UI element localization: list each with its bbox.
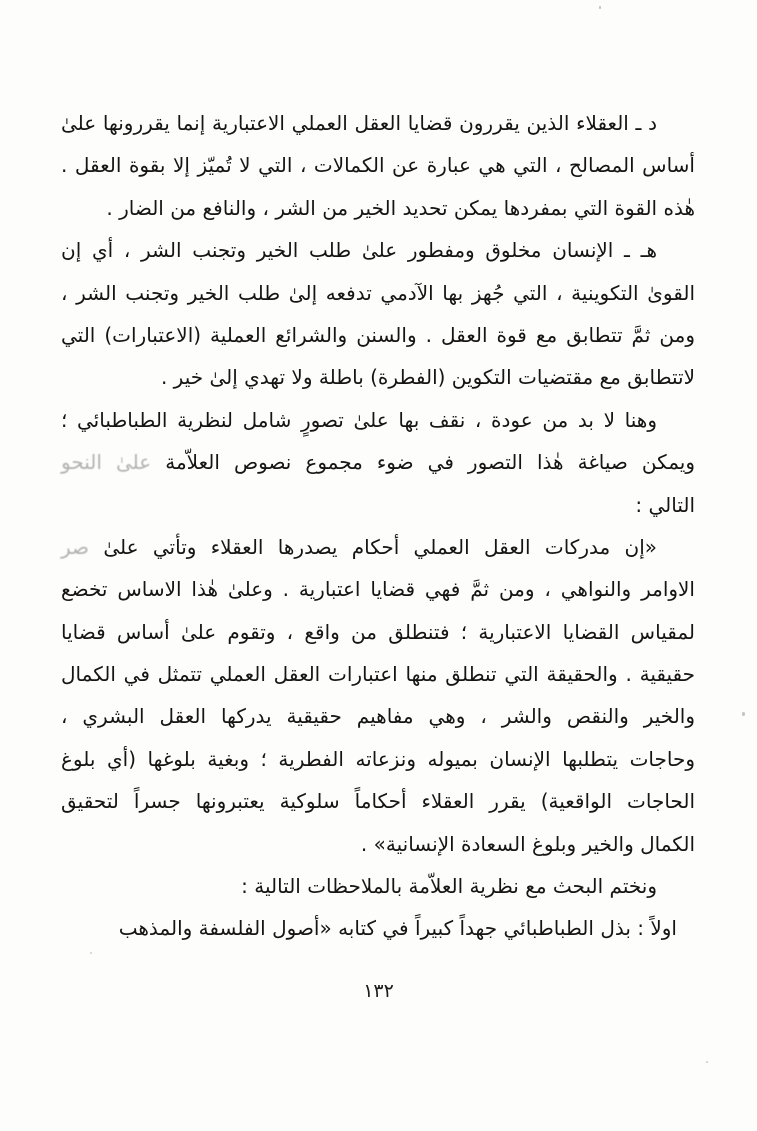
- text-line: [61, 526, 695, 568]
- text-line: [61, 653, 695, 695]
- text-line: [61, 187, 695, 229]
- faded-print-fragment: صر: [61, 534, 104, 559]
- text-line: [61, 568, 695, 610]
- line-text: الحاجات الواقعية) يقرر العقلاء أحكاماً سلوكية يعتبرونها جسراً لتحقيق: [61, 789, 695, 814]
- line-text: حقيقية . والحقيقة التي تنطلق منها اعتبارات العقل العملي تتمثل في الكمال: [61, 662, 695, 687]
- text-line: [61, 907, 695, 949]
- line-text: ويمكن صياغة هٰذا التصور في ضوء مجموع نصوص العلاّمة: [165, 450, 695, 475]
- text-line: [61, 314, 695, 356]
- text-line: [61, 441, 695, 483]
- line-text: الكمال والخير وبلوغ السعادة الإنسانية» .: [360, 831, 695, 856]
- body-text: [61, 102, 695, 950]
- line-text: وحاجات يتطلبها الإنسان بميوله ونزعاته الفطرية ؛ وبغية بلوغها (أي بلوغ: [61, 746, 695, 771]
- line-text: هـ ـ الإنسان مخلوق ومفطور علىٰ طلب الخير وتجنب الشر ، أي إن: [61, 238, 657, 263]
- line-text: الاوامر والنواهي ، ومن ثمَّ فهي قضايا اعتبارية . وعلىٰ هٰذا الاساس تخضع: [61, 577, 695, 602]
- text-line: [61, 780, 695, 822]
- line-text: ومن ثمَّ تتطابق مع قوة العقل . والسنن والشرائع العملية (الاعتبارات) التي: [61, 322, 695, 347]
- text-line: [61, 484, 695, 526]
- line-text: القوىٰ التكوينية ، التي جُهز بها الآدمي تدفعه إلىٰ طلب الخير وتجنب الشر ،: [61, 280, 695, 305]
- text-line: [61, 611, 695, 653]
- line-text: أساس المصالح ، التي هي عبارة عن الكمالات ، التي لا تُميّز إلا بقوة العقل .: [61, 153, 695, 178]
- line-text: التالي :: [635, 492, 695, 517]
- faded-print-fragment: علىٰ النحو: [61, 450, 166, 475]
- line-text: اولاً : بذل الطباطبائي جهداً كبيراً في كتابه «أصول الفلسفة والمذهب: [118, 916, 677, 941]
- line-text: ونختم البحث مع نظرية العلاّمة بالملاحظات التالية :: [241, 874, 657, 899]
- text-line: [61, 272, 695, 314]
- line-text: د ـ العقلاء الذين يقررون قضايا العقل العملي الاعتبارية إنما يقررونها علىٰ: [61, 111, 657, 135]
- scan-speck: [90, 952, 92, 954]
- text-line: [61, 738, 695, 780]
- text-line: [61, 823, 695, 865]
- line-text: لاتتطابق مع مقتضيات التكوين (الفطرة) باطلة ولا تهدي إلىٰ خير .: [160, 365, 695, 390]
- text-line: [61, 356, 695, 398]
- scan-speck: [706, 1061, 708, 1063]
- line-text: وهنا لا بد من عودة ، نقف بها علىٰ تصورٍ شامل لنظرية الطباطبائي ؛: [61, 407, 657, 432]
- scan-speck: [599, 6, 601, 9]
- text-line: [61, 229, 695, 271]
- text-line: [61, 399, 695, 441]
- line-text: هٰذه القوة التي بمفردها يمكن تحديد الخير من الشر ، والنافع من الضار .: [106, 195, 695, 220]
- page-number: ١٣٢: [363, 980, 394, 1002]
- line-text: «إن مدركات العقل العملي أحكام يصدرها العقلاء وتأتي علىٰ: [103, 534, 657, 559]
- text-line: [61, 144, 695, 186]
- text-line: [61, 695, 695, 737]
- scan-speck: [742, 712, 745, 716]
- line-text: والخير والنقص والشر ، وهي مفاهيم حقيقية يدركها العقل البشري ،: [61, 704, 695, 729]
- line-text: لمقياس القضايا الاعتبارية ؛ فتنطلق من واقع ، وتقوم علىٰ أساس قضايا: [61, 619, 695, 644]
- text-line: [61, 102, 695, 144]
- text-line: [61, 865, 695, 907]
